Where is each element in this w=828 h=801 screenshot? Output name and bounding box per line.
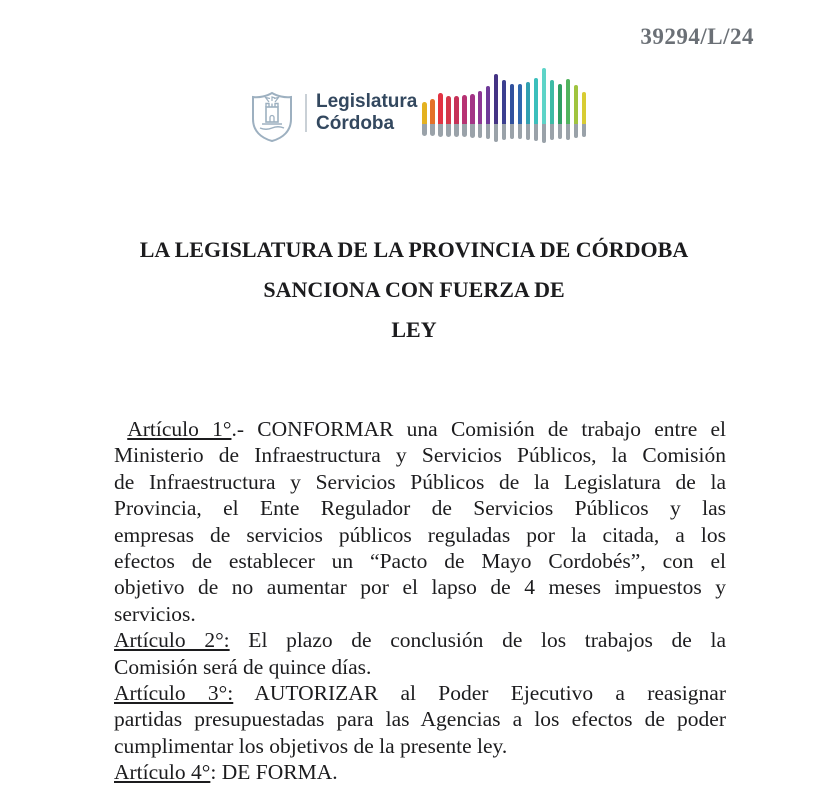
- logo-bar: [470, 94, 475, 138]
- logo-bars: [422, 66, 586, 146]
- body-line: [114, 548, 726, 574]
- line-text: Comisión será de quince días.: [114, 654, 372, 679]
- body-line: [114, 522, 726, 548]
- logo-bar: [454, 96, 459, 137]
- body-line: [114, 442, 726, 468]
- logo-bar: [438, 93, 443, 137]
- logo-bar: [478, 91, 483, 138]
- body-line: [114, 416, 726, 442]
- line-text: objetivo de no aumentar por el lapso de 4 meses impuestos y: [114, 575, 726, 600]
- law-body: [114, 416, 726, 786]
- enacting-title-line3: LEY: [391, 317, 437, 342]
- logo-bar: [558, 84, 563, 139]
- body-line: [114, 654, 726, 680]
- logo-bar: [510, 84, 515, 139]
- enacting-title-line1: LA LEGISLATURA DE LA PROVINCIA DE CÓRDOBA: [139, 237, 689, 262]
- body-line: [114, 574, 726, 600]
- line-text: El plazo de conclusión de los trabajos de la: [229, 628, 726, 653]
- enacting-title-line2: SANCIONA CON FUERZA DE: [263, 277, 565, 302]
- logo-bar: [582, 92, 587, 137]
- logo-bar: [534, 78, 539, 141]
- article-3-label: Artículo 3°:: [114, 681, 234, 706]
- article-1-label: Artículo 1°: [127, 417, 232, 441]
- body-line: [114, 627, 726, 653]
- line-indent: [114, 417, 127, 441]
- cordoba-shield-icon: [248, 88, 296, 144]
- line-text: cumplimentar los objetivos de la presente ley.: [114, 733, 508, 758]
- body-line: [114, 601, 726, 627]
- line-text: Ministerio de Infraestructura y Servicios Públicos, la Comisión: [114, 443, 726, 468]
- logo-bar: [518, 84, 523, 139]
- article-2-label: Artículo 2°:: [114, 628, 230, 653]
- enacting-title: [0, 230, 828, 350]
- logo-wordmark-line2: Córdoba: [316, 113, 395, 134]
- logo-bar: [494, 74, 499, 142]
- line-text: efectos de establecer un “Pacto de Mayo Cordobés”, con el: [114, 549, 726, 574]
- body-line: [114, 759, 726, 785]
- line-text: .- CONFORMAR una Comisión de trabajo entre el: [231, 417, 726, 441]
- logo-bar: [486, 86, 491, 139]
- line-text: : DE FORMA.: [210, 760, 338, 785]
- legislatura-cordoba-logo: [248, 64, 588, 148]
- line-text: empresas de servicios públicos reguladas por la citada, a los: [114, 522, 726, 547]
- logo-bar: [542, 68, 547, 143]
- logo-bar: [566, 79, 571, 140]
- body-line: [114, 495, 726, 521]
- line-text: partidas presupuestadas para las Agencias a los efectos de poder: [114, 707, 726, 732]
- logo-bar: [462, 95, 467, 137]
- logo-bar: [422, 102, 427, 136]
- document-number: 39294/L/24: [640, 24, 754, 49]
- body-line: [114, 680, 726, 706]
- line-text: servicios.: [114, 601, 196, 626]
- line-text: Provincia, el Ente Regulador de Servicios Públicos y las: [114, 496, 726, 521]
- logo-bar: [446, 96, 451, 137]
- logo-bar: [430, 99, 435, 136]
- logo-bar: [550, 80, 555, 140]
- logo-bar: [574, 85, 579, 138]
- line-text: AUTORIZAR al Poder Ejecutivo a reasignar: [233, 681, 726, 706]
- logo-divider: [305, 94, 307, 132]
- body-line: [114, 733, 726, 759]
- line-text: de Infraestructura y Servicios Públicos de la Legislatura de la: [114, 469, 726, 494]
- body-line: [114, 469, 726, 495]
- logo-bar: [526, 82, 531, 140]
- logo-bar: [502, 80, 507, 140]
- body-line: [114, 706, 726, 732]
- logo-wordmark: [316, 91, 417, 135]
- logo-wordmark-line1: Legislatura: [316, 91, 418, 112]
- article-4-label: Artículo 4°: [114, 760, 211, 785]
